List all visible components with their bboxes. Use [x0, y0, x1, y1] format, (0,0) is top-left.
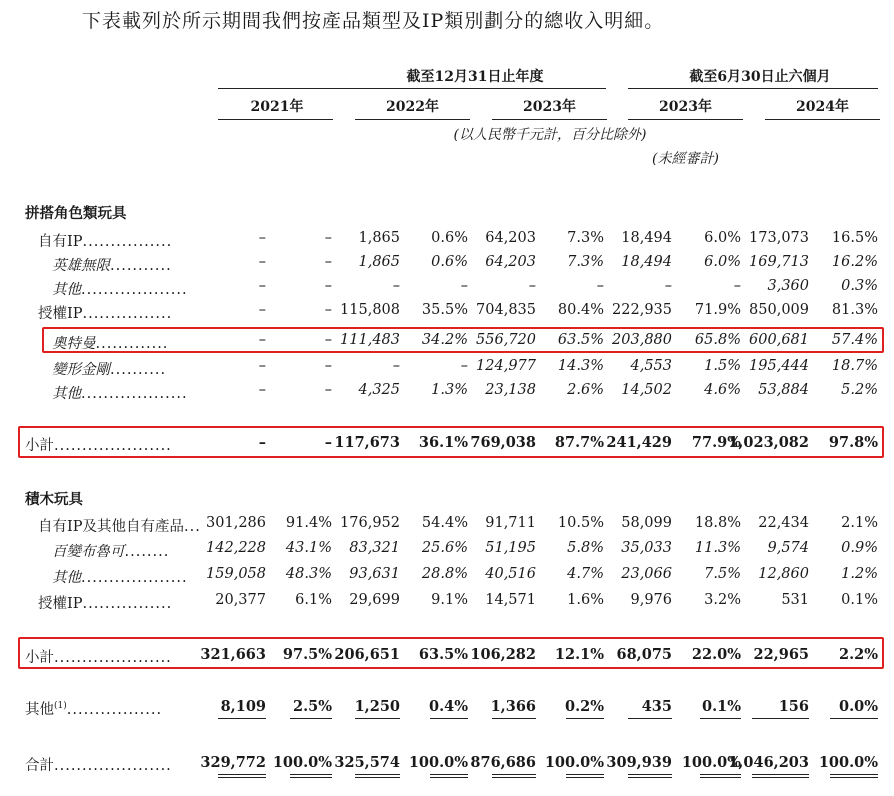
unaudited-note: (未經審計) — [652, 151, 719, 167]
dot-leader: ..................... — [54, 758, 172, 774]
double-underline — [290, 774, 332, 778]
table-row — [0, 300, 894, 322]
table-cell: 435 — [641, 698, 672, 715]
table-cell: 48.3% — [285, 566, 332, 582]
table-cell: 77.9% — [691, 434, 741, 451]
dot-leader: ................ — [82, 234, 173, 250]
row-label-text: 自有IP及其他自有產品 — [38, 519, 184, 535]
table-cell: 16.2% — [831, 254, 878, 270]
table-cell: 8,109 — [220, 698, 266, 715]
header-year-2023: 2023年 — [523, 99, 576, 115]
table-cell: 22.0% — [691, 646, 741, 663]
table-cell: 111,483 — [340, 332, 400, 348]
table-cell: 12,860 — [758, 566, 809, 582]
dot-leader: ................. — [66, 702, 163, 718]
table-cell: 195,444 — [749, 358, 809, 374]
table-cell: 93,631 — [349, 566, 400, 582]
row-label-text: 其他 — [52, 570, 81, 586]
table-cell: – — [324, 358, 332, 374]
table-cell: 3.2% — [704, 592, 741, 608]
row-label — [38, 592, 172, 613]
table-cell: 2.2% — [838, 646, 878, 663]
table-cell: 36.1% — [418, 434, 468, 451]
row-label — [52, 382, 188, 403]
year-rule-2024-h1 — [765, 119, 880, 120]
table-cell: 10.5% — [557, 515, 604, 531]
table-cell: 9,574 — [767, 540, 809, 556]
table-cell: – — [258, 302, 266, 318]
table-cell: 169,713 — [749, 254, 809, 270]
table-cell: 23,138 — [485, 382, 536, 398]
table-cell: 91.4% — [285, 515, 332, 531]
table-cell: 100.0% — [544, 754, 604, 771]
table-cell: 1,250 — [354, 698, 400, 715]
header-group-fiscal-year: 截至12月31日止年度 — [406, 69, 544, 85]
table-cell: 9,976 — [630, 592, 672, 608]
table-cell: 18,494 — [621, 254, 672, 270]
table-cell: – — [596, 278, 604, 294]
underline — [355, 718, 400, 719]
table-cell: – — [324, 278, 332, 294]
table-cell: 18.7% — [831, 358, 878, 374]
row-label-text: 奧特曼 — [52, 336, 96, 352]
table-cell: – — [392, 358, 400, 374]
year-rule-2022 — [355, 119, 470, 120]
table-cell: 6.0% — [704, 254, 741, 270]
table-cell: 0.1% — [701, 698, 741, 715]
section-figure-toys: 拼搭角色類玩具 — [25, 205, 127, 222]
header-year-2021: 2021年 — [250, 99, 304, 115]
dot-leader: ..................... — [54, 438, 172, 454]
table-cell: 18.8% — [694, 515, 741, 531]
table-row — [0, 380, 894, 402]
dot-leader: ..................... — [54, 650, 172, 666]
table-cell: 81.3% — [831, 302, 878, 318]
table-cell: 87.7% — [554, 434, 604, 451]
table-cell: 100.0% — [818, 754, 878, 771]
table-cell: 4,325 — [358, 382, 400, 398]
table-cell: 54.4% — [421, 515, 468, 531]
table-cell: 100.0% — [408, 754, 468, 771]
table-cell: 23,066 — [621, 566, 672, 582]
table-cell: 241,429 — [606, 434, 672, 451]
table-cell: 222,935 — [612, 302, 672, 318]
dot-leader: .......... — [110, 362, 167, 378]
double-underline — [430, 774, 468, 778]
table-cell: 159,058 — [206, 566, 266, 582]
table-cell: 115,808 — [340, 302, 400, 318]
table-cell: 14,502 — [621, 382, 672, 398]
row-label-text: 百變布魯可 — [52, 544, 125, 560]
row-label-text: 小計 — [25, 650, 54, 666]
dot-leader: ................... — [81, 282, 188, 298]
double-underline — [218, 774, 266, 778]
table-cell: 1.2% — [841, 566, 878, 582]
table-cell: 7.3% — [567, 230, 604, 246]
double-underline — [492, 774, 536, 778]
table-cell: 63.5% — [557, 332, 604, 348]
underline — [830, 718, 878, 719]
table-cell: 329,772 — [200, 754, 266, 771]
table-cell: 25.6% — [421, 540, 468, 556]
row-label-text: 變形金剛 — [52, 362, 110, 378]
highlight-figure-subtotal — [18, 426, 884, 458]
table-cell: 3,360 — [767, 278, 809, 294]
underline — [628, 718, 672, 719]
table-cell: 850,009 — [749, 302, 809, 318]
underline — [492, 718, 536, 719]
table-cell: 22,434 — [758, 515, 809, 531]
table-cell: 97.5% — [282, 646, 332, 663]
table-cell: 57.4% — [831, 332, 878, 348]
row-label-text: 英雄無限 — [52, 258, 110, 274]
table-cell: 9.1% — [431, 592, 468, 608]
table-cell: 2.6% — [567, 382, 604, 398]
table-cell: 18,494 — [621, 230, 672, 246]
dot-leader: ... — [183, 519, 201, 535]
table-cell: 64,203 — [485, 254, 536, 270]
row-label — [25, 754, 172, 775]
table-cell: – — [258, 382, 266, 398]
double-underline — [752, 774, 809, 778]
table-cell: 6.1% — [295, 592, 332, 608]
table-cell: 35.5% — [421, 302, 468, 318]
row-label-text: 其他 — [52, 386, 81, 402]
table-cell: 63.5% — [418, 646, 468, 663]
table-row — [0, 564, 894, 586]
header-year-2022: 2022年 — [386, 99, 439, 115]
underline — [218, 718, 266, 719]
table-cell: 16.5% — [831, 230, 878, 246]
table-cell: 35,033 — [621, 540, 672, 556]
table-cell: 5.2% — [841, 382, 878, 398]
table-cell: – — [733, 278, 741, 294]
table-row — [0, 696, 894, 718]
row-label — [25, 698, 162, 719]
row-label-text: 小計 — [25, 438, 54, 454]
table-cell: 5.8% — [567, 540, 604, 556]
table-cell: 40,516 — [485, 566, 536, 582]
table-cell: 71.9% — [694, 302, 741, 318]
row-label — [38, 302, 172, 323]
table-cell: 7.3% — [567, 254, 604, 270]
table-cell: 64,203 — [485, 230, 536, 246]
table-cell: – — [258, 434, 266, 451]
table-cell: 4,553 — [630, 358, 672, 374]
double-underline — [628, 774, 672, 778]
table-cell: 142,228 — [206, 540, 266, 556]
table-cell: 97.8% — [828, 434, 878, 451]
row-label — [52, 278, 188, 299]
table-cell: 704,835 — [476, 302, 536, 318]
table-cell: 301,286 — [206, 515, 266, 531]
row-label-text: 授權IP — [38, 306, 83, 322]
table-cell: – — [460, 358, 468, 374]
table-cell: – — [664, 278, 672, 294]
highlight-ultraman-row — [42, 327, 884, 353]
dot-leader: ................ — [82, 306, 173, 322]
table-row — [0, 276, 894, 298]
table-cell: 0.2% — [564, 698, 604, 715]
dot-leader: ................ — [82, 596, 173, 612]
table-cell: 91,711 — [485, 515, 536, 531]
table-cell: 1,366 — [490, 698, 536, 715]
table-cell: 6.0% — [704, 230, 741, 246]
table-cell: 0.6% — [431, 230, 468, 246]
table-cell: 1,046,203 — [728, 754, 809, 771]
header-rule-fiscal — [218, 88, 606, 89]
table-row — [0, 356, 894, 378]
table-cell: – — [258, 278, 266, 294]
table-cell: – — [324, 254, 332, 270]
table-cell: – — [324, 332, 332, 348]
table-cell: – — [258, 230, 266, 246]
table-cell: 531 — [781, 592, 809, 608]
unit-note: (以人民幣千元計，百分比除外) — [453, 127, 647, 143]
dot-leader: ........ — [124, 544, 170, 560]
table-cell: 173,073 — [749, 230, 809, 246]
table-cell: 1,865 — [358, 254, 400, 270]
table-cell: – — [258, 332, 266, 348]
table-cell: 769,038 — [470, 434, 536, 451]
table-cell: – — [392, 278, 400, 294]
table-cell: 2.1% — [841, 515, 878, 531]
footnote-marker: (1) — [54, 701, 67, 712]
underline — [700, 718, 741, 719]
year-rule-2023-h1 — [628, 119, 743, 120]
table-cell: 65.8% — [694, 332, 741, 348]
table-cell: 203,880 — [612, 332, 672, 348]
table-cell: 1.3% — [431, 382, 468, 398]
header-year-2024-h1: 2024年 — [796, 99, 849, 115]
row-label-text: 其他 — [52, 282, 81, 298]
dot-leader: ................... — [81, 570, 188, 586]
table-row — [0, 252, 894, 274]
table-cell: 20,377 — [215, 592, 266, 608]
row-label — [52, 566, 188, 587]
double-underline — [355, 774, 400, 778]
table-cell: 556,720 — [476, 332, 536, 348]
dot-leader: ........... — [110, 258, 172, 274]
underline — [566, 718, 604, 719]
table-cell: 206,651 — [334, 646, 400, 663]
table-cell: 0.0% — [838, 698, 878, 715]
table-cell: 876,686 — [470, 754, 536, 771]
table-cell: 1,023,082 — [728, 434, 809, 451]
table-cell: 309,939 — [606, 754, 672, 771]
table-cell: – — [324, 434, 332, 451]
table-cell: 0.1% — [841, 592, 878, 608]
table-cell: – — [324, 230, 332, 246]
row-label — [52, 358, 166, 379]
row-label-text: 合計 — [25, 758, 54, 774]
table-row — [0, 513, 894, 535]
dot-leader: ............. — [95, 336, 169, 352]
table-cell: 0.9% — [841, 540, 878, 556]
table-cell: 58,099 — [621, 515, 672, 531]
table-row — [0, 752, 894, 774]
row-label — [38, 515, 201, 536]
year-rule-2023 — [492, 119, 607, 120]
table-cell: 1.6% — [567, 592, 604, 608]
table-row — [0, 538, 894, 560]
intro-text: 下表載列於所示期間我們按產品類型及IP類別劃分的總收入明細。 — [82, 10, 665, 32]
table-cell: 28.8% — [421, 566, 468, 582]
table-cell: 29,699 — [349, 592, 400, 608]
underline — [290, 718, 332, 719]
table-cell: 124,977 — [476, 358, 536, 374]
table-cell: 600,681 — [749, 332, 809, 348]
table-cell: 80.4% — [557, 302, 604, 318]
table-cell: – — [258, 254, 266, 270]
table-row — [0, 228, 894, 250]
table-cell: 14.3% — [557, 358, 604, 374]
table-cell: 0.6% — [431, 254, 468, 270]
table-cell: 53,884 — [758, 382, 809, 398]
underline — [752, 718, 809, 719]
header-year-2023-h1: 2023年 — [659, 99, 712, 115]
table-row — [0, 590, 894, 612]
double-underline — [566, 774, 604, 778]
table-cell: – — [324, 302, 332, 318]
table-cell: 100.0% — [272, 754, 332, 771]
header-rule-six-months — [628, 88, 878, 89]
table-cell: 100.0% — [681, 754, 741, 771]
table-cell: 4.7% — [567, 566, 604, 582]
row-label — [52, 540, 169, 561]
highlight-blocks-subtotal — [18, 637, 884, 669]
double-underline — [830, 774, 878, 778]
table-cell: 0.4% — [428, 698, 468, 715]
table-cell: – — [258, 358, 266, 374]
table-cell: 43.1% — [285, 540, 332, 556]
table-cell: 11.3% — [694, 540, 741, 556]
row-label — [52, 254, 172, 275]
table-cell: 117,673 — [334, 434, 400, 451]
table-cell: 51,195 — [485, 540, 536, 556]
row-label-text: 自有IP — [38, 234, 83, 250]
table-cell: 34.2% — [421, 332, 468, 348]
table-cell: – — [528, 278, 536, 294]
table-cell: 22,965 — [753, 646, 809, 663]
table-cell: 14,571 — [485, 592, 536, 608]
table-cell: 106,282 — [470, 646, 536, 663]
double-underline — [700, 774, 741, 778]
table-cell: 68,075 — [616, 646, 672, 663]
row-label-text: 授權IP — [38, 596, 83, 612]
table-cell: – — [324, 382, 332, 398]
section-building-blocks: 積木玩具 — [25, 491, 83, 508]
underline — [430, 718, 468, 719]
table-cell: 0.3% — [841, 278, 878, 294]
table-cell: 176,952 — [340, 515, 400, 531]
table-cell: 325,574 — [334, 754, 400, 771]
table-cell: 83,321 — [349, 540, 400, 556]
table-cell: 12.1% — [554, 646, 604, 663]
table-cell: – — [460, 278, 468, 294]
row-label — [38, 230, 172, 251]
table-cell: 4.6% — [704, 382, 741, 398]
header-group-six-months: 截至6月30日止六個月 — [689, 69, 831, 85]
table-cell: 156 — [778, 698, 809, 715]
table-cell: 2.5% — [292, 698, 332, 715]
table-cell: 321,663 — [200, 646, 266, 663]
table-cell: 7.5% — [704, 566, 741, 582]
table-cell: 1,865 — [358, 230, 400, 246]
table-cell: 1.5% — [704, 358, 741, 374]
dot-leader: ................... — [81, 386, 188, 402]
row-label-text: 其他 — [25, 702, 54, 718]
year-rule-2021 — [218, 119, 333, 120]
